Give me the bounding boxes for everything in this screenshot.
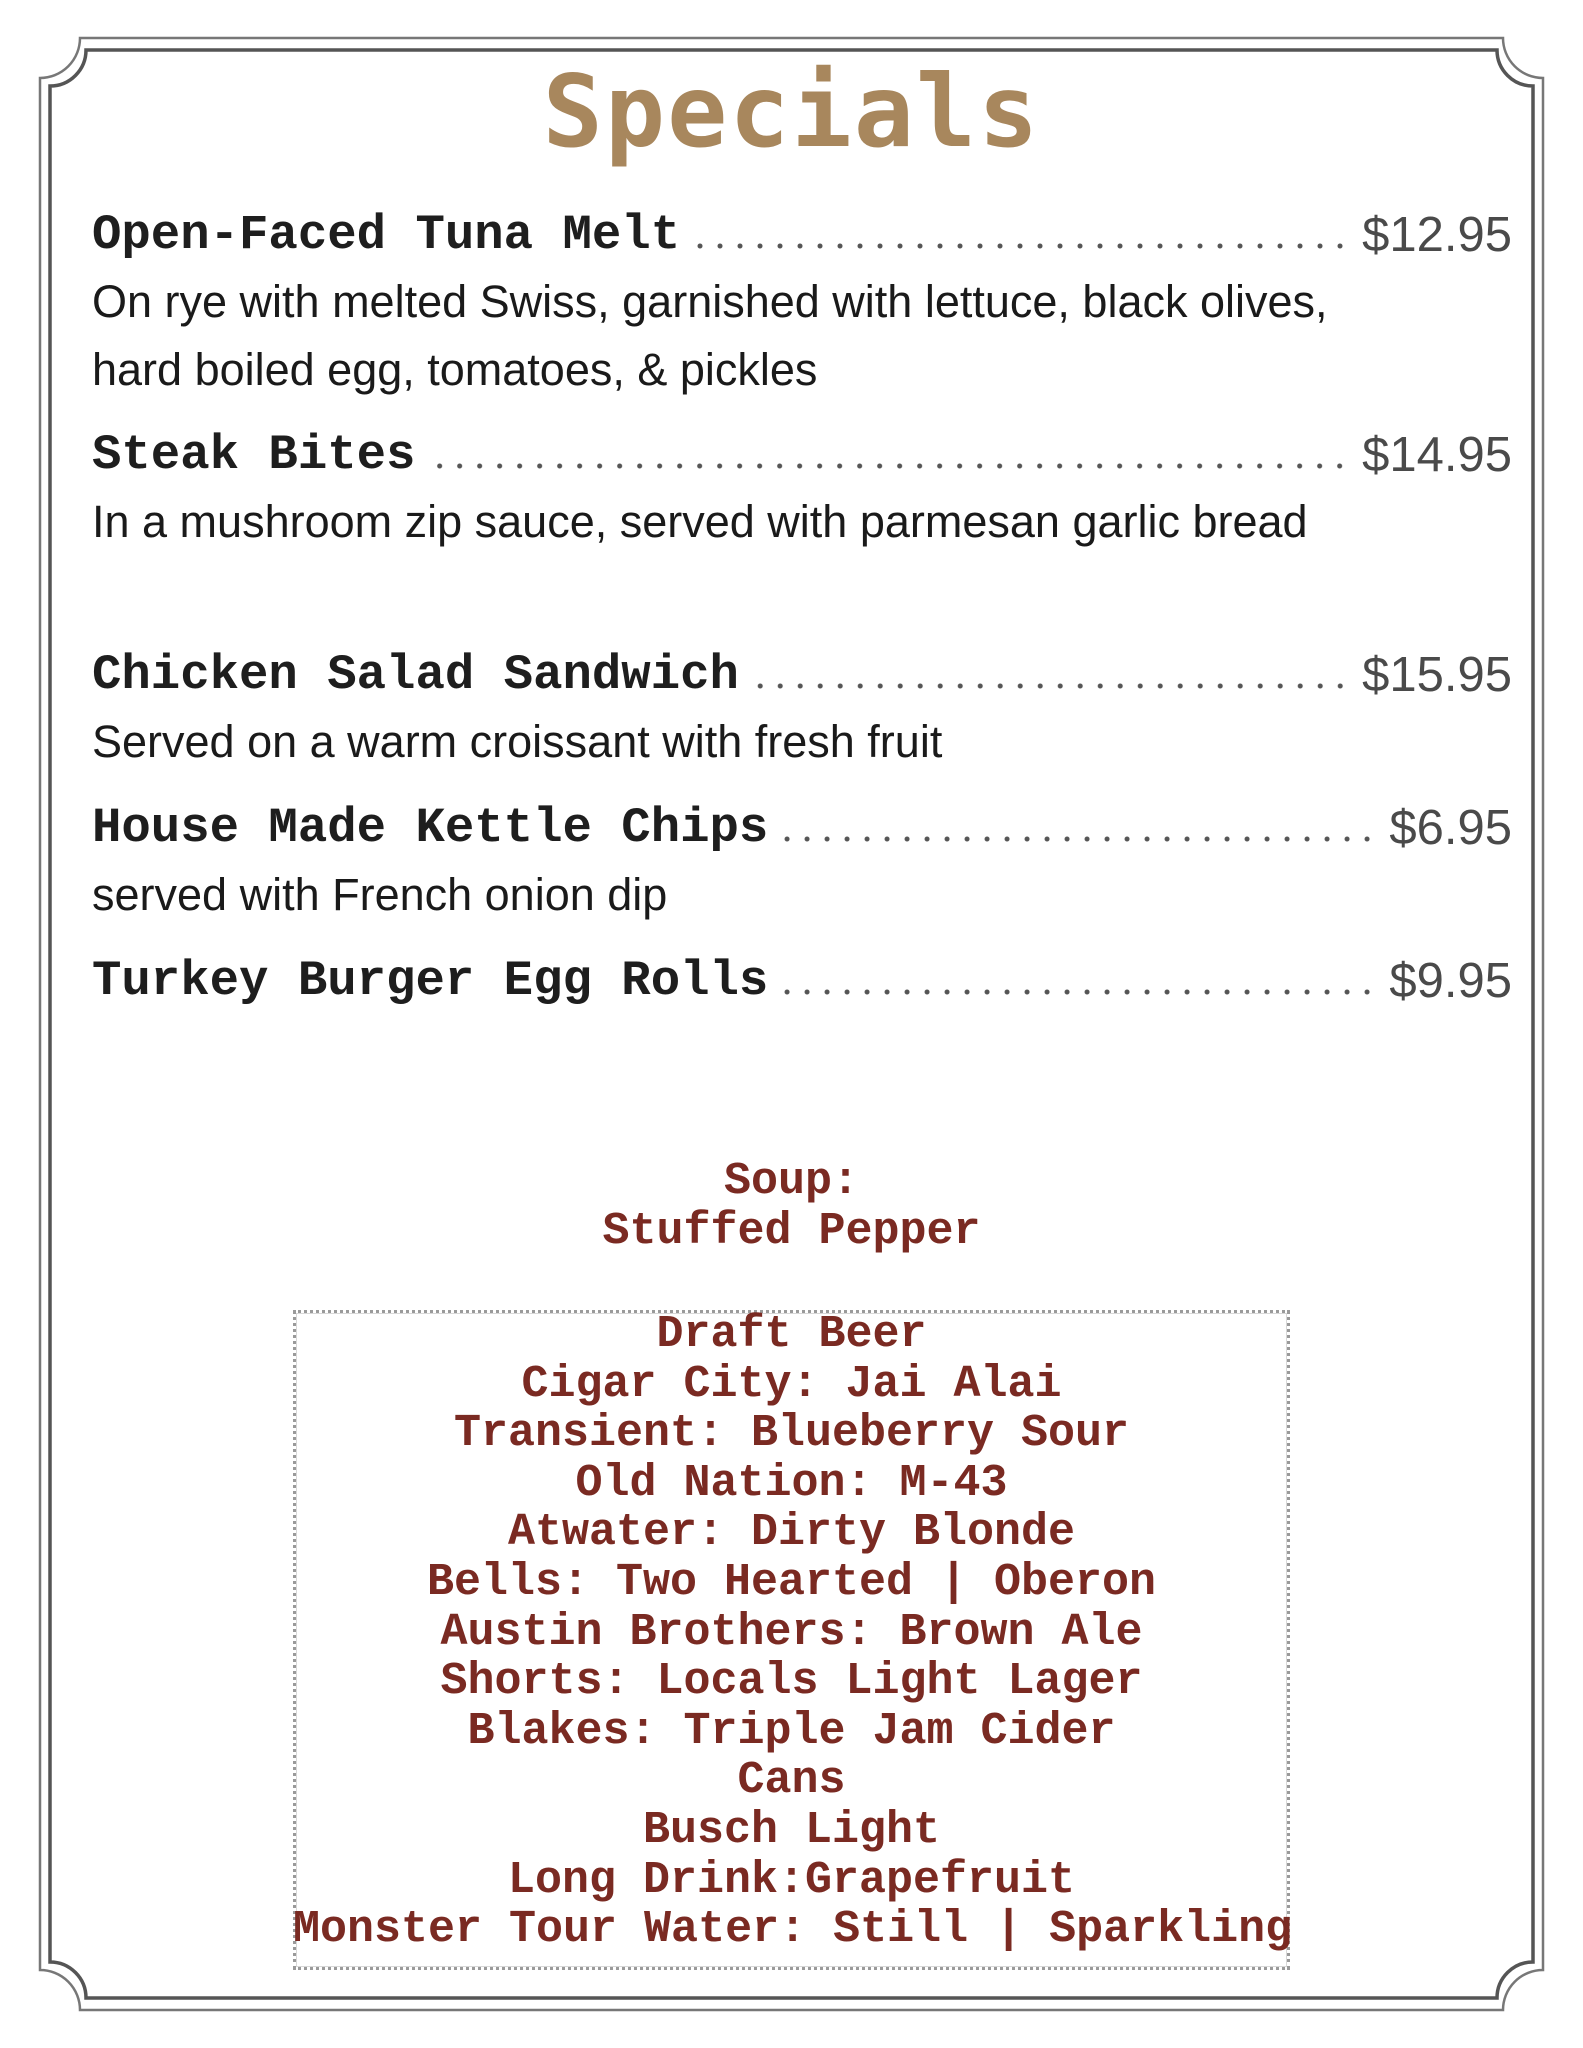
drink-item: Austin Brothers: Brown Ale xyxy=(440,1606,1143,1658)
drink-item: Busch Light xyxy=(642,1804,941,1856)
drinks-list xyxy=(293,1309,1293,1956)
menu-item-row xyxy=(92,205,1512,265)
drink-item: Atwater: Dirty Blonde xyxy=(507,1507,1076,1559)
soup-name: Stuffed Pepper xyxy=(602,1206,981,1257)
dot-leader xyxy=(780,834,1377,844)
menu-item-row xyxy=(92,798,1512,858)
menu-item-name: Turkey Burger Egg Rolls xyxy=(92,953,769,1009)
dot-leader xyxy=(427,461,1350,471)
menu-item-name: Steak Bites xyxy=(92,427,416,483)
drink-item: Transient: Blueberry Sour xyxy=(453,1408,1130,1460)
menu-item-row xyxy=(92,951,1512,1011)
drink-item: Long Drink:Grapefruit xyxy=(507,1854,1076,1906)
menu-item-price: $6.95 xyxy=(1389,801,1512,855)
drink-item: Old Nation: M-43 xyxy=(575,1457,1008,1509)
soup-label: Soup: xyxy=(723,1156,860,1207)
menu-item-name: Chicken Salad Sandwich xyxy=(92,647,739,703)
menu-item-price: $12.95 xyxy=(1362,208,1512,262)
menu-item-price: $14.95 xyxy=(1362,428,1512,482)
menu-item-description: Served on a warm croissant with fresh fruit xyxy=(92,716,943,767)
drink-item: Blakes: Triple Jam Cider xyxy=(467,1705,1116,1757)
menu-item-name: House Made Kettle Chips xyxy=(92,800,769,856)
drink-heading: Draft Beer xyxy=(656,1309,927,1360)
page-title: Specials xyxy=(542,53,1041,170)
menu-item-price: $9.95 xyxy=(1389,954,1512,1008)
drink-item: Shorts: Locals Light Lager xyxy=(440,1656,1143,1708)
dot-leader xyxy=(751,681,1350,691)
drink-heading: Cans xyxy=(737,1755,846,1807)
drink-item: Monster Tour Water: Still | Sparkling xyxy=(293,1904,1293,1956)
menu-item-description: On rye with melted Swiss, garnished with lettuce, black olives, hard boiled egg, tomatoes, & pickles xyxy=(92,276,1328,395)
drink-item: Bells: Two Hearted | Oberon xyxy=(426,1556,1157,1608)
dot-leader xyxy=(692,241,1350,251)
menu-item-price: $15.95 xyxy=(1362,648,1512,702)
drink-item: Cigar City: Jai Alai xyxy=(521,1358,1062,1410)
dot-leader xyxy=(780,987,1377,997)
menu-item-row xyxy=(92,645,1512,705)
menu-item-description: served with French onion dip xyxy=(92,869,668,920)
menu-item-row xyxy=(92,425,1512,485)
menu-item-description: In a mushroom zip sauce, served with parmesan garlic bread xyxy=(92,496,1308,547)
menu-item-name: Open-Faced Tuna Melt xyxy=(92,207,681,263)
